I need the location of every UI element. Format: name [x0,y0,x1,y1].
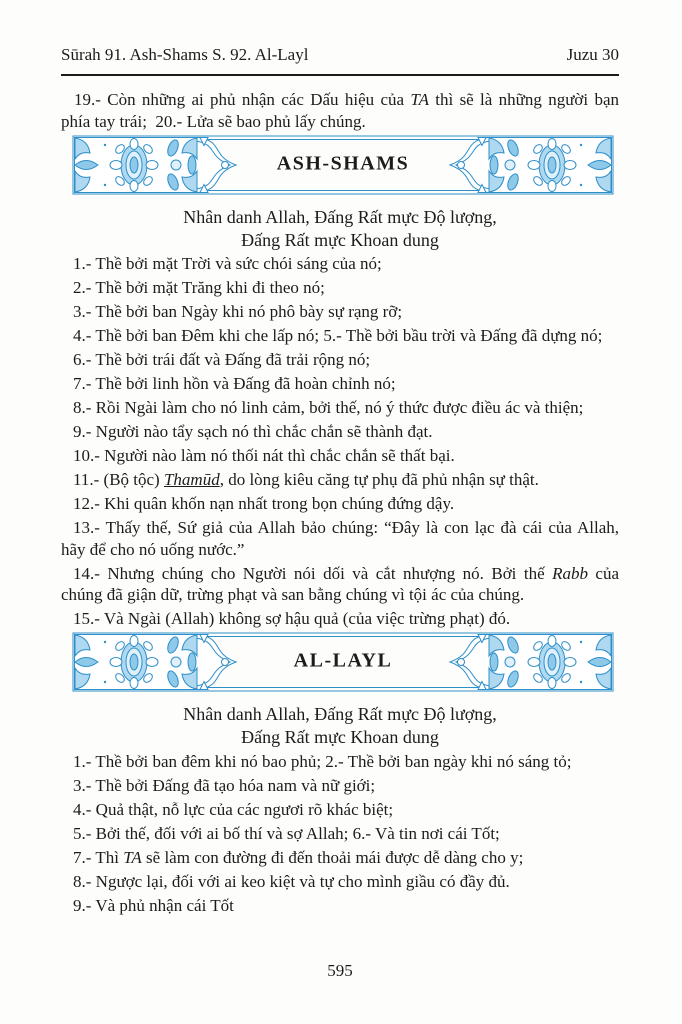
surah-section-ash-shams [61,135,619,630]
banner-ornament-left [75,138,237,193]
bismillah-line-2: Đấng Rất mực Khoan dung [241,726,439,747]
bismillah-line-2: Đấng Rất mực Khoan dung [241,230,439,250]
verse: 3.- Thề bởi ban Ngày khi nó phô bày sự rạng rỡ; [73,302,403,321]
banner-ornament-left [75,634,237,689]
surah-banner-al-layl [72,632,614,692]
verse-list [61,253,619,630]
surah-title: AL-LAYL [293,649,393,672]
verse: 9.- Và phủ nhận cái Tốt [73,895,234,915]
surah-title: ASH-SHAMS [276,152,410,175]
verse: 8.- Ngược lại, đối với ai keo kiệt và tự cho mình giầu có đầy đủ. [73,871,510,891]
running-header [61,45,619,76]
bismillah [61,703,619,749]
verse: 6.- Thề bởi trái đất và Đấng đã trải rộng nó; [73,350,371,369]
verse: 5.- Bởi thế, đối với ai bố thí và sợ Allah; 6.- Và tin nơi cái Tốt; [73,823,500,843]
verse: 1.- Thề bởi ban đêm khi nó bao phủ; 2.- Thề bởi ban ngày khi nó sáng tỏ; [73,751,572,771]
verse-continuation: 19.- Còn những ai phủ nhận các Dấu hiệu của TA thì sẽ là những người bạn phía tay trái; 20.- Lửa sẽ bao phủ lấy chúng. [61,90,619,131]
bismillah [61,206,619,252]
surah-banner-ash-shams [72,135,614,195]
header-juzu: Juzu 30 [566,45,619,64]
verse: 9.- Người nào tẩy sạch nó thì chắc chắn sẽ thành đạt. [73,422,433,441]
banner-ornament-right [450,634,612,689]
page-number: 595 [327,961,353,980]
verse: 12.- Khi quân khốn nạn nhất trong bọn chúng đứng dậy. [73,494,455,513]
text-column [61,0,619,916]
verse: 8.- Rồi Ngài làm cho nó linh cảm, bởi thế, nó ý thức được điều ác và thiện; [73,398,584,417]
verse: 11.- (Bộ tộc) Thamūd, do lòng kiêu căng tự phụ đã phủ nhận sự thật. [73,470,539,489]
verse: 4.- Quả thật, nỗ lực của các ngươi rõ khác biệt; [73,799,394,819]
verse: 2.- Thề bởi mặt Trăng khi đi theo nó; [73,278,325,297]
verse-list [61,751,619,917]
verse: 10.- Người nào làm nó thối nát thì chắc chắn sẽ thất bại. [73,446,455,465]
verse: 3.- Thề bởi Đấng đã tạo hóa nam và nữ giới; [73,775,376,795]
bismillah-line-1: Nhân danh Allah, Đấng Rất mực Độ lượng, [183,207,497,227]
verse: 1.- Thề bởi mặt Trời và sức chói sáng của nó; [73,254,382,273]
verse: 14.- Nhưng chúng cho Người nói dối và cắt nhượng nó. Bởi thế Rabb của chúng đã giận dữ, trừng phạt và san bằng chúng vì tội ác của chúng. [61,563,620,604]
bismillah-line-1: Nhân danh Allah, Đấng Rất mực Độ lượng, [183,703,497,724]
verse: 4.- Thề bởi ban Đêm khi che lấp nó; 5.- Thề bởi bầu trời và Đấng đã dựng nó; [73,326,603,345]
verse: 7.- Thề bởi linh hồn và Đấng đã hoàn chỉnh nó; [73,374,396,393]
header-surah-title: Sūrah 91. Ash-Shams S. 92. Al-Layl [61,45,309,64]
verse: 13.- Thấy thế, Sứ giả của Allah bảo chúng: “Đây là con lạc đà cái của Allah, hãy để cho nó uống nước.” [61,518,619,559]
banner-ornament-right [450,138,612,193]
surah-section-al-layl [61,632,619,917]
verse: 7.- Thì TA sẽ làm con đường đi đến thoải mái được dễ dàng cho y; [73,847,524,867]
verse: 15.- Và Ngài (Allah) không sợ hậu quả (của việc trừng phạt) đó. [73,609,511,628]
